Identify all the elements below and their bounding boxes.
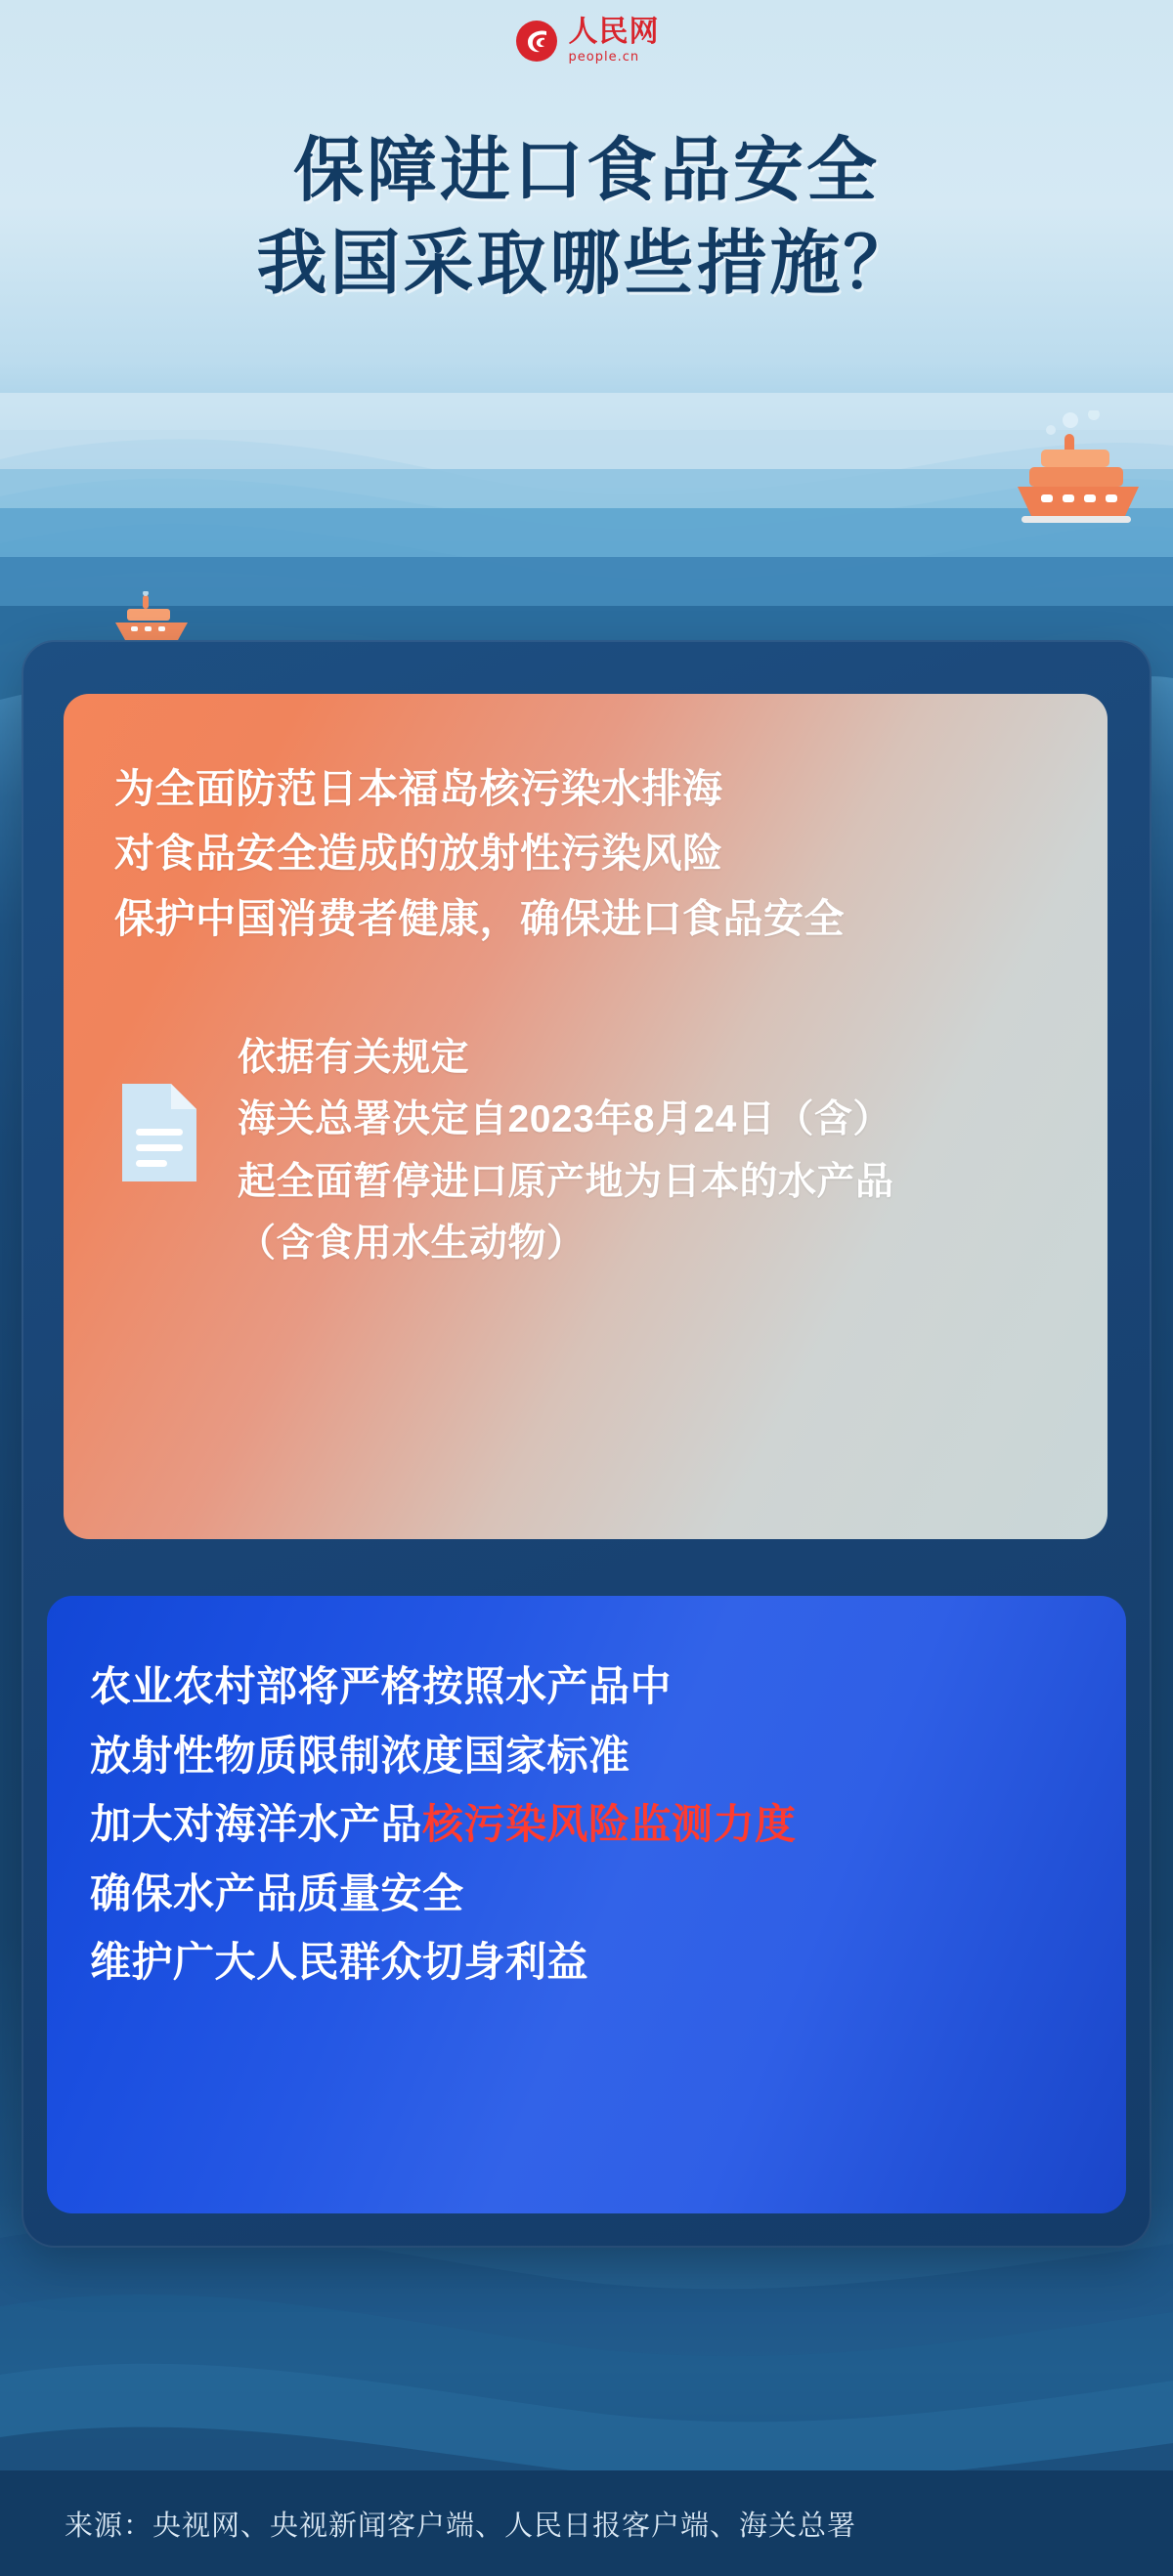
card-customs-p2-line-1: 依据有关规定 bbox=[238, 1037, 470, 1080]
card-agriculture-line-2: 放射性物质限制浓度国家标准 bbox=[90, 1732, 630, 1779]
people-cn-logo-icon bbox=[514, 19, 559, 64]
page-title-line-1: 保障进口食品安全 bbox=[292, 132, 880, 210]
content-panel bbox=[22, 640, 1151, 2248]
document-icon bbox=[114, 1078, 204, 1192]
brand-logo bbox=[0, 18, 1173, 64]
ship-icon-large bbox=[1012, 410, 1149, 542]
card-customs-paragraph-2 bbox=[114, 1027, 1057, 1274]
footer-source: 来源：央视网、央视新闻客户端、人民日报客户端、海关总署 bbox=[65, 2510, 857, 2542]
card-customs bbox=[64, 694, 1108, 1539]
page-title-line-2: 我国采取哪些措施？ bbox=[256, 225, 917, 304]
card-agriculture-line-4: 确保水产品质量安全 bbox=[90, 1869, 464, 1916]
card-agriculture-text bbox=[90, 1653, 1077, 1997]
brand-name-cn: 人民网 bbox=[568, 16, 660, 48]
card-customs-p1-line-3: 保护中国消费者健康，确保进口食品安全 bbox=[114, 895, 845, 941]
card-agriculture-line-1: 农业农村部将严格按照水产品中 bbox=[90, 1663, 673, 1709]
card-customs-p1-line-2: 对食品安全造成的放射性污染风险 bbox=[114, 831, 723, 877]
card-agriculture bbox=[47, 1596, 1126, 2213]
card-customs-p1-line-1: 为全面防范日本福岛核污染水排海 bbox=[114, 766, 723, 811]
card-customs-paragraph-1 bbox=[114, 756, 1057, 951]
card-agriculture-line-3-highlight: 核污染风险监测力度 bbox=[422, 1801, 797, 1848]
card-agriculture-line-3-plain: 加大对海洋水产品 bbox=[90, 1801, 423, 1848]
card-agriculture-line-3 bbox=[90, 1790, 1077, 1860]
page-title bbox=[0, 125, 1173, 311]
brand-name-en: people.cn bbox=[568, 50, 640, 64]
footer bbox=[0, 2470, 1173, 2576]
card-customs-p2-line-3: 起全面暂停进口原产地为日本的水产品 bbox=[238, 1160, 894, 1203]
card-customs-p2-line-4: （含食用水生动物） bbox=[238, 1222, 586, 1265]
card-agriculture-line-5: 维护广大人民群众切身利益 bbox=[90, 1939, 589, 1986]
card-customs-p2-line-2: 海关总署决定自2023年8月24日（含） bbox=[238, 1098, 891, 1141]
